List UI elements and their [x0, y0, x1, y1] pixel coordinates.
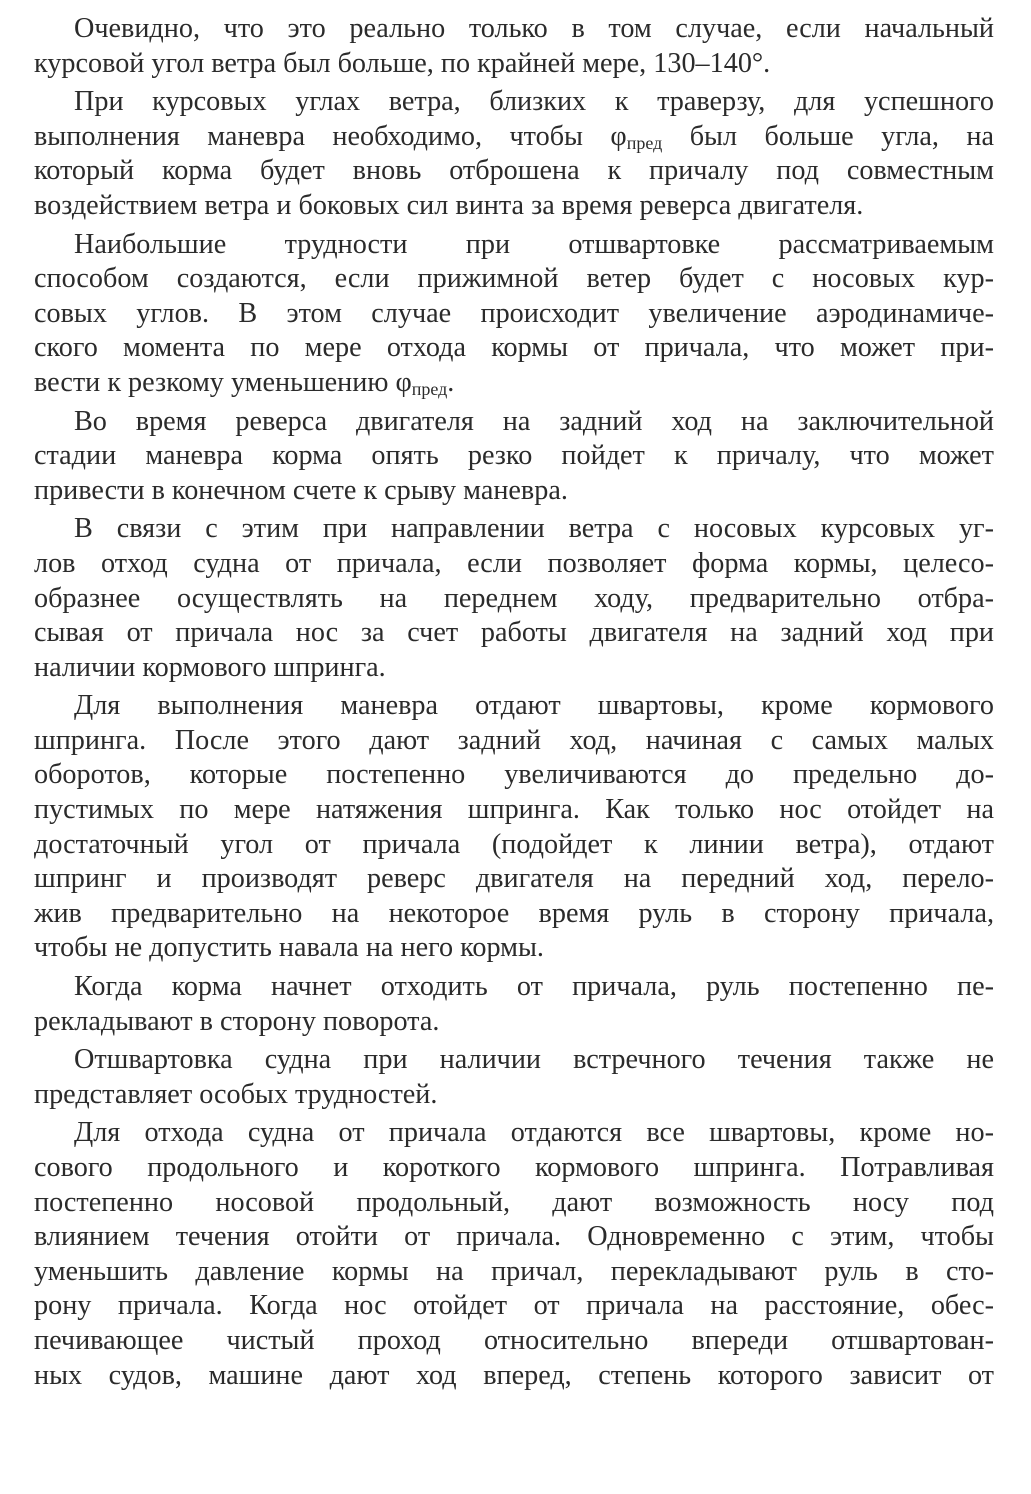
- text-fragment: был больше угла, на: [662, 120, 994, 152]
- text-line: наличии кормового шпринга.: [34, 651, 386, 683]
- paragraph-1: [34, 12, 994, 81]
- paragraph-5: [34, 512, 994, 685]
- text-line: влиянием течения отойти от причала. Одновременно с этим, чтобы: [34, 1221, 994, 1253]
- text-line: который корма будет вновь отброшена к причалу под совместным: [34, 155, 994, 187]
- text-line: Для отхода судна от причала отдаются все швартовы, кроме но-: [74, 1117, 994, 1149]
- phi-subscript: пред: [626, 132, 663, 153]
- text-line: способом создаются, если прижимной ветер будет с носовых кур-: [34, 263, 994, 295]
- text-line: Очевидно, что это реально только в том случае, если начальный: [74, 13, 994, 44]
- text-line: шпринга. После этого дают задний ход, начиная с самых малых: [34, 724, 994, 756]
- text-line: постепенно носовой продольный, дают возможность носу под: [34, 1186, 994, 1218]
- text-line: привести в конечном счете к срыву маневра.: [34, 474, 568, 506]
- text-line: ных судов, машине дают ход вперед, степень которого зависит от: [34, 1359, 994, 1391]
- text-line: Во время реверса двигателя на задний ход на заключительной: [74, 405, 994, 437]
- text-line: представляет особых трудностей.: [34, 1078, 438, 1110]
- text-line: совых углов. В этом случае происходит увеличение аэродинамиче-: [34, 297, 994, 329]
- text-line: воздействием ветра и боковых сил винта за время реверса двигателя.: [34, 189, 864, 221]
- text-line-with-phi: [34, 366, 994, 401]
- text-line: оборотов, которые постепенно увеличиваются до предельно до-: [34, 759, 994, 791]
- text-line: чтобы не допустить навала на него кормы.: [34, 932, 544, 964]
- paragraph-3: [34, 228, 994, 401]
- paragraph-9: [34, 1116, 994, 1393]
- text-line: сового продольного и короткого кормового шпринга. Потравливая: [34, 1152, 994, 1183]
- paragraph-6: [34, 689, 994, 966]
- text-line: достаточный угол от причала (подойдет к линии ветра), отдают: [34, 828, 994, 860]
- book-page: [34, 12, 994, 1482]
- text-fragment: выполнения маневра необходимо, чтобы φ: [34, 120, 627, 152]
- text-line: печивающее чистый проход относительно впереди отшвартован-: [34, 1324, 994, 1356]
- text-fragment: .: [447, 366, 455, 398]
- text-line: образнее осуществлять на переднем ходу, предварительно отбра-: [34, 582, 994, 614]
- paragraph-2: [34, 85, 994, 223]
- paragraph-8: [34, 1043, 994, 1112]
- paragraph-7: [34, 970, 994, 1039]
- text-line: уменьшить давление кормы на причал, перекладывают руль в сто-: [34, 1255, 994, 1287]
- text-line: Отшвартовка судна при наличии встречного течения также не: [74, 1044, 994, 1076]
- text-line: пустимых по мере натяжения шпринга. Как только нос отойдет на: [34, 794, 994, 826]
- text-line: лов отход судна от причала, если позволяет форма кормы, целесо-: [34, 547, 994, 579]
- text-line: жив предварительно на некоторое время руль в сторону причала,: [34, 897, 994, 929]
- text-line: Для выполнения маневра отдают швартовы, кроме кормового: [74, 690, 994, 722]
- text-line: Наибольшие трудности при отшвартовке рассматриваемым: [74, 228, 994, 260]
- text-line: Когда корма начнет отходить от причала, руль постепенно пе-: [74, 971, 994, 1003]
- text-line: ского момента по мере отхода кормы от причала, что может при-: [34, 332, 994, 364]
- text-line: При курсовых углах ветра, близких к траверзу, для успешного: [74, 86, 994, 118]
- phi-subscript: пред: [411, 378, 448, 399]
- text-line-with-phi: [34, 120, 994, 155]
- text-line: сывая от причала нос за счет работы двигателя на задний ход при: [34, 617, 994, 649]
- text-line: стадии маневра корма опять резко пойдет к причалу, что может: [34, 440, 994, 472]
- text-line: В связи с этим при направлении ветра с носовых курсовых уг-: [74, 513, 994, 545]
- paragraph-4: [34, 405, 994, 509]
- text-line: шпринг и производят реверс двигателя на передний ход, перело-: [34, 863, 994, 895]
- text-fragment: вести к резкому уменьшению φ: [34, 366, 412, 398]
- text-line: рону причала. Когда нос отойдет от причала на расстояние, обес-: [34, 1290, 994, 1322]
- text-line: курсовой угол ветра был больше, по крайней мере, 130–140°.: [34, 47, 771, 79]
- text-line: рекладывают в сторону поворота.: [34, 1005, 440, 1037]
